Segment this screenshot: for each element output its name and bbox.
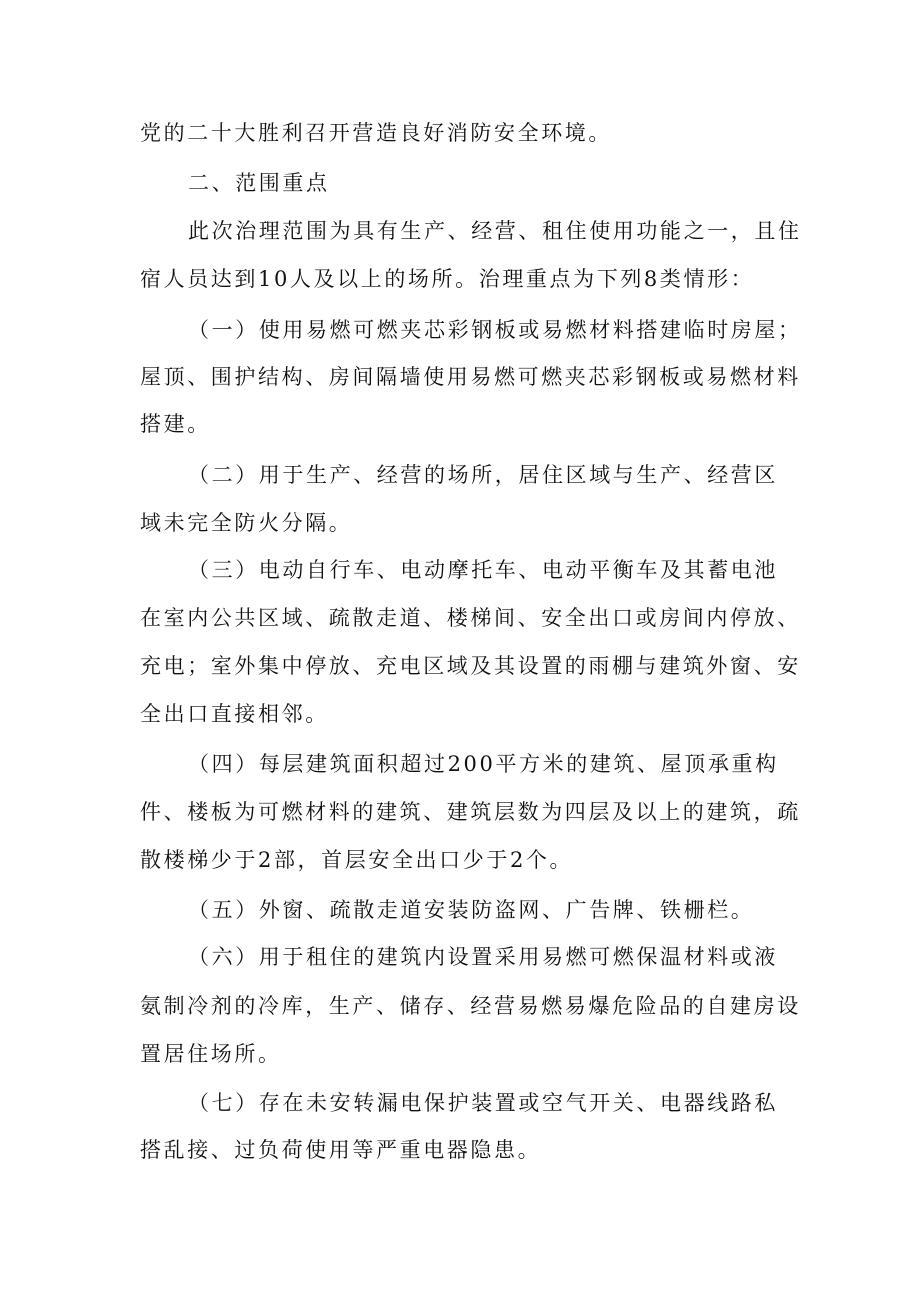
paragraph-line: 此次治理范围为具有生产、经营、租住使用功能之一，且住 — [188, 219, 802, 243]
list-item-line: 件、楼板为可燃材料的建筑、建筑层数为四层及以上的建筑，疏 — [140, 800, 801, 824]
list-item-line: （一）使用易燃可燃夹芯彩钢板或易燃材料搭建临时房屋； — [188, 318, 802, 342]
list-item-line: 氨制冷剂的冷库，生产、储存、经营易燃易爆危险品的自建房设 — [140, 994, 801, 1018]
list-item-line: 搭乱接、过负荷使用等严重电器隐患。 — [140, 1138, 542, 1162]
list-item-line: 散楼梯少于2部，首层安全出口少于2个。 — [140, 848, 574, 872]
section-heading: 二、范围重点 — [188, 171, 330, 195]
list-item-line: 全出口直接相邻。 — [140, 702, 329, 726]
paragraph-line: 党的二十大胜利召开营造良好消防安全环境。 — [140, 121, 612, 145]
list-item-line: 置居住场所。 — [140, 1042, 282, 1066]
list-item-line: （二）用于生产、经营的场所，居住区域与生产、经营区 — [188, 463, 778, 487]
list-item-line: 在室内公共区域、疏散走道、楼梯间、安全出口或房间内停放、 — [140, 606, 801, 630]
list-item-line: （三）电动自行车、电动摩托车、电动平衡车及其蓄电池 — [188, 558, 778, 582]
list-item-line: 屋顶、围护结构、房间隔墙使用易燃可燃夹芯彩钢板或易燃材料 — [140, 365, 801, 389]
list-item-line: （七）存在未安转漏电保护装置或空气开关、电器线路私 — [188, 1091, 778, 1115]
list-item-line: （四）每层建筑面积超过200平方米的建筑、屋顶承重构 — [188, 752, 779, 776]
paragraph-line: 宿人员达到10人及以上的场所。治理重点为下列8类情形： — [140, 267, 755, 291]
list-item-line: 搭建。 — [140, 412, 211, 436]
list-item-line: （五）外窗、疏散走道安装防盗网、广告牌、铁栅栏。 — [188, 898, 755, 922]
list-item-line: 域未完全防火分隔。 — [140, 511, 353, 535]
list-item-line: 充电；室外集中停放、充电区域及其设置的雨棚与建筑外窗、安 — [140, 654, 801, 678]
list-item-line: （六）用于租住的建筑内设置采用易燃可燃保温材料或液 — [188, 945, 778, 969]
